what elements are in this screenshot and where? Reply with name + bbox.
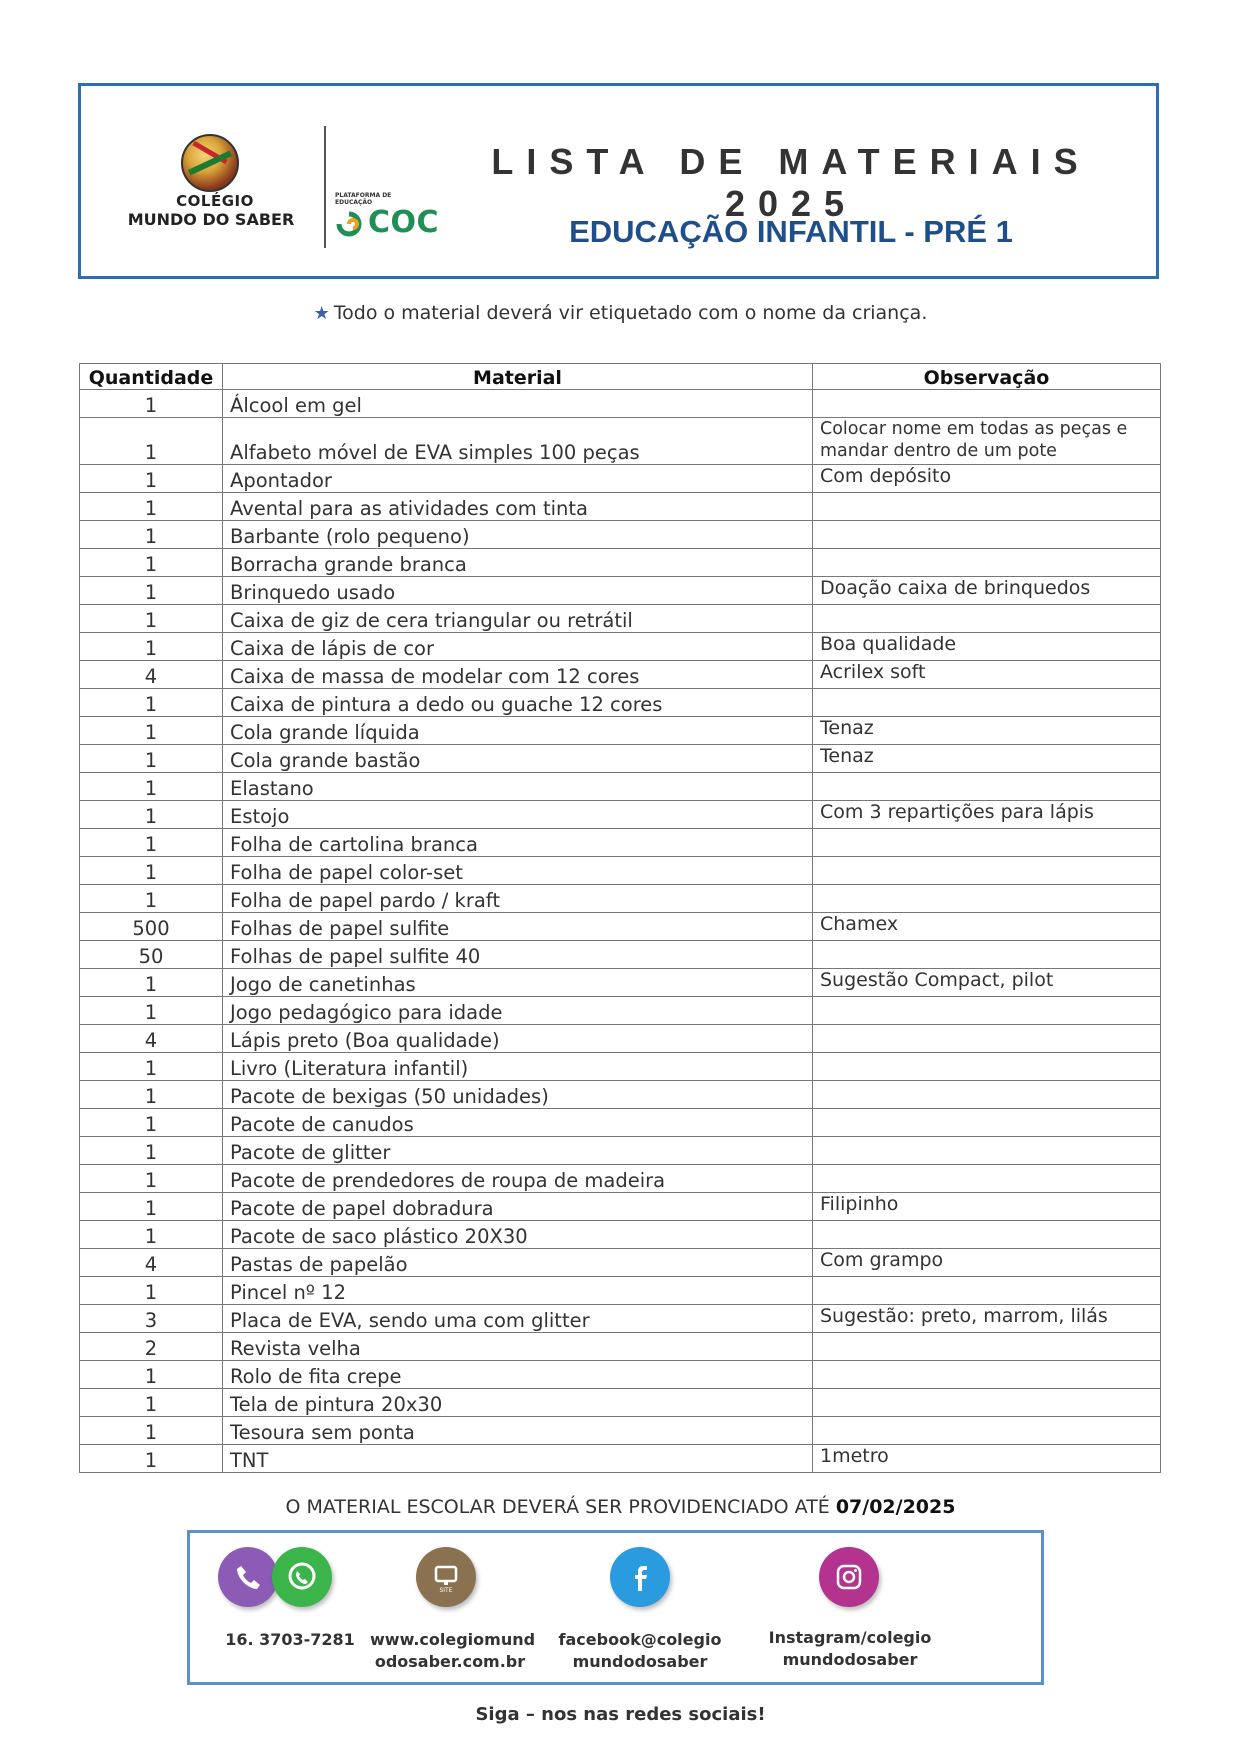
material-cell: Revista velha — [223, 1333, 813, 1361]
observation-cell: Doação caixa de brinquedos — [813, 577, 1161, 605]
material-cell: Caixa de massa de modelar com 12 cores — [223, 661, 813, 689]
table-row — [80, 1389, 1161, 1417]
quantity-cell: 500 — [80, 913, 223, 941]
observation-cell: Sugestão: preto, marrom, lilás — [813, 1305, 1161, 1333]
table-row — [80, 689, 1161, 717]
material-cell: Estojo — [223, 801, 813, 829]
quantity-cell: 1 — [80, 605, 223, 633]
deadline-date: 07/02/2025 — [835, 1496, 956, 1518]
table-row — [80, 1165, 1161, 1193]
quantity-cell: 1 — [80, 997, 223, 1025]
observation-cell — [813, 1277, 1161, 1305]
quantity-cell: 1 — [80, 390, 223, 418]
observation-cell — [813, 1053, 1161, 1081]
observation-cell — [813, 1221, 1161, 1249]
observation-cell — [813, 829, 1161, 857]
quantity-cell: 1 — [80, 773, 223, 801]
material-cell: Rolo de fita crepe — [223, 1361, 813, 1389]
material-cell: Pincel nº 12 — [223, 1277, 813, 1305]
header-observation: Observação — [813, 364, 1161, 390]
observation-cell: Acrilex soft — [813, 661, 1161, 689]
material-cell: Cola grande líquida — [223, 717, 813, 745]
coc-logo-text: COC — [368, 205, 440, 240]
material-cell: TNT — [223, 1445, 813, 1473]
quantity-cell: 1 — [80, 1165, 223, 1193]
table-row — [80, 857, 1161, 885]
table-row — [80, 969, 1161, 997]
quantity-cell: 1 — [80, 1137, 223, 1165]
table-row — [80, 661, 1161, 689]
material-cell: Folha de cartolina branca — [223, 829, 813, 857]
material-cell: Placa de EVA, sendo uma com glitter — [223, 1305, 813, 1333]
observation-cell: Sugestão Compact, pilot — [813, 969, 1161, 997]
quantity-cell: 4 — [80, 661, 223, 689]
material-cell: Folha de papel pardo / kraft — [223, 885, 813, 913]
table-row — [80, 605, 1161, 633]
table-row — [80, 717, 1161, 745]
quantity-cell: 1 — [80, 1277, 223, 1305]
material-cell: Pacote de papel dobradura — [223, 1193, 813, 1221]
material-cell: Livro (Literatura infantil) — [223, 1053, 813, 1081]
quantity-cell: 1 — [80, 1361, 223, 1389]
contact-facebook — [550, 1533, 745, 1683]
quantity-cell: 1 — [80, 1221, 223, 1249]
instagram-icon[interactable] — [819, 1547, 879, 1607]
table-row — [80, 1249, 1161, 1277]
material-cell: Pacote de saco plástico 20X30 — [223, 1221, 813, 1249]
material-cell: Elastano — [223, 773, 813, 801]
quantity-cell: 1 — [80, 745, 223, 773]
header-material: Material — [223, 364, 813, 390]
quantity-cell: 1 — [80, 577, 223, 605]
facebook-icon[interactable] — [610, 1547, 670, 1607]
quantity-cell: 1 — [80, 521, 223, 549]
quantity-cell: 1 — [80, 1109, 223, 1137]
observation-cell — [813, 549, 1161, 577]
site-icon-label: SITE — [439, 1587, 453, 1593]
table-row — [80, 1025, 1161, 1053]
table-row — [80, 829, 1161, 857]
quantity-cell: 1 — [80, 1445, 223, 1473]
table-row — [80, 390, 1161, 418]
contact-site — [370, 1533, 550, 1683]
table-row — [80, 1277, 1161, 1305]
material-cell: Tesoura sem ponta — [223, 1417, 813, 1445]
table-row — [80, 418, 1161, 465]
quantity-cell: 1 — [80, 493, 223, 521]
phone-icon[interactable] — [218, 1547, 278, 1607]
table-row — [80, 549, 1161, 577]
table-row — [80, 801, 1161, 829]
instagram-link[interactable]: Instagram/colegio mundodosaber — [768, 1628, 932, 1669]
table-row — [80, 773, 1161, 801]
material-cell: Caixa de giz de cera triangular ou retrátil — [223, 605, 813, 633]
material-cell: Pacote de glitter — [223, 1137, 813, 1165]
table-row — [80, 465, 1161, 493]
table-row — [80, 521, 1161, 549]
material-cell: Pastas de papelão — [223, 1249, 813, 1277]
observation-cell: Com 3 repartições para lápis — [813, 801, 1161, 829]
quantity-cell: 1 — [80, 801, 223, 829]
observation-cell: 1metro — [813, 1445, 1161, 1473]
material-cell: Álcool em gel — [223, 390, 813, 418]
logo-line-1: COLÉGIO — [176, 192, 254, 210]
materials-table — [79, 363, 1161, 1473]
observation-cell: Com depósito — [813, 465, 1161, 493]
table-row — [80, 997, 1161, 1025]
quantity-cell: 2 — [80, 1333, 223, 1361]
quantity-cell: 1 — [80, 717, 223, 745]
observation-cell: Tenaz — [813, 745, 1161, 773]
table-row — [80, 577, 1161, 605]
table-row — [80, 1137, 1161, 1165]
deadline-label: O MATERIAL ESCOLAR DEVERÁ SER PROVIDENCIADO ATÉ — [285, 1496, 836, 1518]
material-cell: Folhas de papel sulfite 40 — [223, 941, 813, 969]
globe-logo-icon — [181, 134, 239, 192]
quantity-cell: 1 — [80, 689, 223, 717]
table-row — [80, 1417, 1161, 1445]
material-cell: Apontador — [223, 465, 813, 493]
logo-divider — [324, 126, 326, 248]
material-cell: Pacote de bexigas (50 unidades) — [223, 1081, 813, 1109]
observation-cell — [813, 493, 1161, 521]
material-cell: Alfabeto móvel de EVA simples 100 peças — [223, 418, 813, 465]
quantity-cell: 1 — [80, 1053, 223, 1081]
observation-cell — [813, 1109, 1161, 1137]
observation-cell — [813, 1137, 1161, 1165]
quantity-cell: 1 — [80, 829, 223, 857]
table-row — [80, 941, 1161, 969]
table-row — [80, 1361, 1161, 1389]
phone-number[interactable]: 16. 3703-7281 — [225, 1630, 355, 1649]
observation-cell — [813, 1417, 1161, 1445]
table-row — [80, 745, 1161, 773]
observation-cell — [813, 1165, 1161, 1193]
table-row — [80, 1081, 1161, 1109]
observation-cell: Chamex — [813, 913, 1161, 941]
table-row — [80, 913, 1161, 941]
quantity-cell: 1 — [80, 1417, 223, 1445]
observation-cell: Filipinho — [813, 1193, 1161, 1221]
material-cell: Brinquedo usado — [223, 577, 813, 605]
site-icon[interactable] — [416, 1547, 476, 1607]
material-cell: Caixa de lápis de cor — [223, 633, 813, 661]
observation-cell — [813, 773, 1161, 801]
deadline-text — [0, 1496, 1241, 1518]
quantity-cell: 1 — [80, 633, 223, 661]
quantity-cell: 1 — [80, 549, 223, 577]
page-subtitle: EDUCAÇÃO INFANTIL - PRÉ 1 — [569, 214, 1013, 249]
quantity-cell: 4 — [80, 1249, 223, 1277]
material-cell: Lápis preto (Boa qualidade) — [223, 1025, 813, 1053]
label-note — [0, 302, 1241, 324]
observation-cell: Tenaz — [813, 717, 1161, 745]
observation-cell — [813, 689, 1161, 717]
material-cell: Pacote de prendedores de roupa de madeira — [223, 1165, 813, 1193]
material-cell: Avental para as atividades com tinta — [223, 493, 813, 521]
contact-phone — [210, 1533, 370, 1683]
observation-cell: Colocar nome em todas as peças e mandar dentro de um pote — [813, 418, 1161, 465]
table-row — [80, 1221, 1161, 1249]
contact-box — [187, 1530, 1044, 1685]
observation-cell — [813, 885, 1161, 913]
observation-cell — [813, 605, 1161, 633]
note-text: Todo o material deverá vir etiquetado com o nome da criança. — [333, 302, 928, 324]
observation-cell — [813, 521, 1161, 549]
observation-cell — [813, 390, 1161, 418]
table-row — [80, 493, 1161, 521]
table-header-row — [80, 364, 1161, 390]
quantity-cell: 3 — [80, 1305, 223, 1333]
facebook-link[interactable]: facebook@colegio mundodosaber — [558, 1630, 722, 1671]
quantity-cell: 50 — [80, 941, 223, 969]
observation-cell: Com grampo — [813, 1249, 1161, 1277]
material-cell: Folha de papel color-set — [223, 857, 813, 885]
observation-cell — [813, 857, 1161, 885]
table-row — [80, 885, 1161, 913]
table-row — [80, 1305, 1161, 1333]
observation-cell — [813, 1081, 1161, 1109]
social-slogan: Siga – nos nas redes sociais! — [475, 1704, 766, 1725]
coc-swirl-icon — [335, 210, 367, 238]
material-cell: Cola grande bastão — [223, 745, 813, 773]
table-row — [80, 1193, 1161, 1221]
observation-cell — [813, 1025, 1161, 1053]
contact-instagram — [755, 1533, 955, 1683]
table-row — [80, 633, 1161, 661]
observation-cell — [813, 1333, 1161, 1361]
table-row — [80, 1053, 1161, 1081]
header-box — [78, 83, 1159, 279]
quantity-cell: 1 — [80, 857, 223, 885]
quantity-cell: 1 — [80, 1389, 223, 1417]
observation-cell — [813, 941, 1161, 969]
material-cell: Tela de pintura 20x30 — [223, 1389, 813, 1417]
whatsapp-icon[interactable] — [272, 1547, 332, 1607]
page-title: LISTA DE MATERIAIS 2025 — [491, 141, 1091, 224]
material-cell: Barbante (rolo pequeno) — [223, 521, 813, 549]
material-cell: Borracha grande branca — [223, 549, 813, 577]
observation-cell — [813, 997, 1161, 1025]
table-row — [80, 1333, 1161, 1361]
observation-cell — [813, 1361, 1161, 1389]
header-quantity: Quantidade — [80, 364, 223, 390]
material-cell: Pacote de canudos — [223, 1109, 813, 1137]
material-cell: Jogo de canetinhas — [223, 969, 813, 997]
quantity-cell: 1 — [80, 885, 223, 913]
quantity-cell: 1 — [80, 1081, 223, 1109]
logo-line-2: MUNDO DO SABER — [127, 210, 295, 229]
observation-cell: Boa qualidade — [813, 633, 1161, 661]
table-row — [80, 1109, 1161, 1137]
material-cell: Jogo pedagógico para idade — [223, 997, 813, 1025]
table-row — [80, 1445, 1161, 1473]
quantity-cell: 1 — [80, 969, 223, 997]
quantity-cell: 1 — [80, 1193, 223, 1221]
quantity-cell: 1 — [80, 418, 223, 465]
material-cell: Folhas de papel sulfite — [223, 913, 813, 941]
star-icon: ★ — [313, 303, 330, 324]
school-logo — [113, 126, 440, 246]
platform-label: PLATAFORMA DE EDUCAÇÃO — [335, 192, 392, 206]
observation-cell — [813, 1389, 1161, 1417]
material-cell: Caixa de pintura a dedo ou guache 12 cores — [223, 689, 813, 717]
quantity-cell: 4 — [80, 1025, 223, 1053]
site-link[interactable]: www.colegiomund odosaber.com.br — [370, 1630, 536, 1671]
quantity-cell: 1 — [80, 465, 223, 493]
